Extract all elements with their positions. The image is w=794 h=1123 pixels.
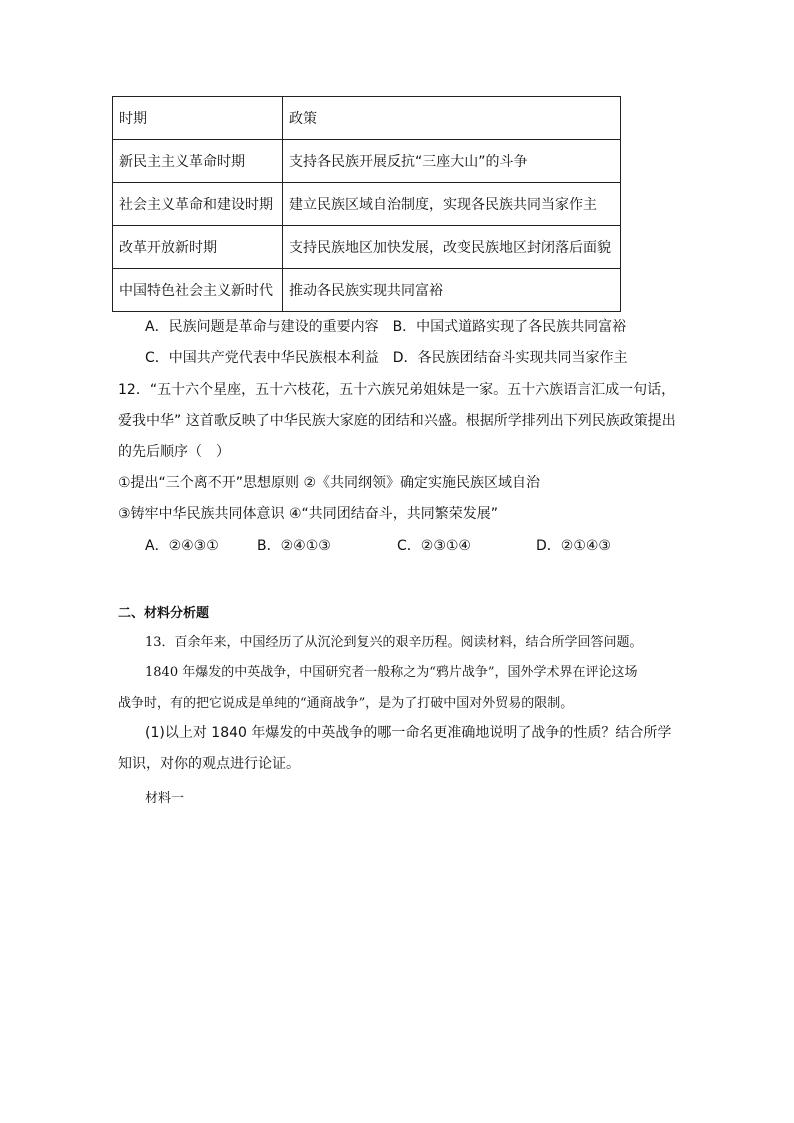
- table-cell: 改革开放新时期: [113, 226, 283, 269]
- table-header-cell: 政策: [283, 97, 621, 140]
- table-cell: 支持民族地区加快发展，改变民族地区封闭落后面貌: [283, 226, 621, 269]
- table-row: [113, 140, 621, 183]
- q12-item-line2: ③铸牢中华民族共同体意识 ④“共同团结奋斗，共同繁荣发展”: [118, 506, 499, 522]
- q13-material-line1: 1840 年爆发的中英战争，中国研究者一般称之为“鸦片战争”，国外学术界在评论这场: [145, 665, 638, 680]
- table-cell: 社会主义革命和建设时期: [113, 183, 283, 226]
- table-row: [113, 183, 621, 226]
- q12-option-b: B．②④①③: [257, 538, 331, 554]
- q11-options-line2: C．中国共产党代表中华民族根本利益 D．各民族团结奋斗实现共同当家作主: [145, 350, 628, 366]
- table-cell: 支持各民族开展反抗“三座大山”的斗争: [283, 140, 621, 183]
- policy-table: [112, 96, 621, 312]
- q12-stem-line3: 的先后顺序（ ）: [118, 444, 230, 460]
- q12-option-d: D．②①④③: [536, 538, 611, 554]
- q13-question1-line1: (1)以上对 1840 年爆发的中英战争的哪一命名更准确地说明了战争的性质？结合所学: [145, 725, 672, 741]
- q12-option-a: A．②④③①: [145, 538, 219, 554]
- table-cell: 推动各民族实现共同富裕: [283, 269, 621, 312]
- table-cell: 新民主主义革命时期: [113, 140, 283, 183]
- table-cell: 中国特色社会主义新时代: [113, 269, 283, 312]
- table-cell: 建立民族区域自治制度，实现各民族共同当家作主: [283, 183, 621, 226]
- q12-item-line1: ①提出“三个离不开”思想原则 ②《共同纲领》确定实施民族区域自治: [118, 475, 541, 491]
- q13-question1-line2: 知识，对你的观点进行论证。: [118, 756, 300, 772]
- q12-option-c: C．②③①④: [397, 538, 471, 554]
- q13-material-line2: 战争时，有的把它说成是单纯的“通商战争”，是为了打破中国对外贸易的限制。: [118, 696, 574, 711]
- table-row: [113, 269, 621, 312]
- q11-options-line1: A．民族问题是革命与建设的重要内容 B．中国式道路实现了各民族共同富裕: [145, 319, 627, 335]
- table-header-cell: 时期: [113, 97, 283, 140]
- q13-intro: 13．百余年来，中国经历了从沉沦到复兴的艰辛历程。阅读材料，结合所学回答问题。: [145, 635, 643, 650]
- table-row: [113, 226, 621, 269]
- material-label: 材料一: [145, 791, 185, 806]
- q12-stem-line1: 12．“五十六个星座，五十六枝花，五十六族兄弟姐妹是一家。五十六族语言汇成一句话，: [118, 382, 676, 398]
- section-title: 二、材料分析题: [118, 606, 210, 621]
- table-header-row: [113, 97, 621, 140]
- q12-stem-line2: 爱我中华” 这首歌反映了中华民族大家庭的团结和兴盛。根据所学排列出下列民族政策提出: [118, 413, 676, 429]
